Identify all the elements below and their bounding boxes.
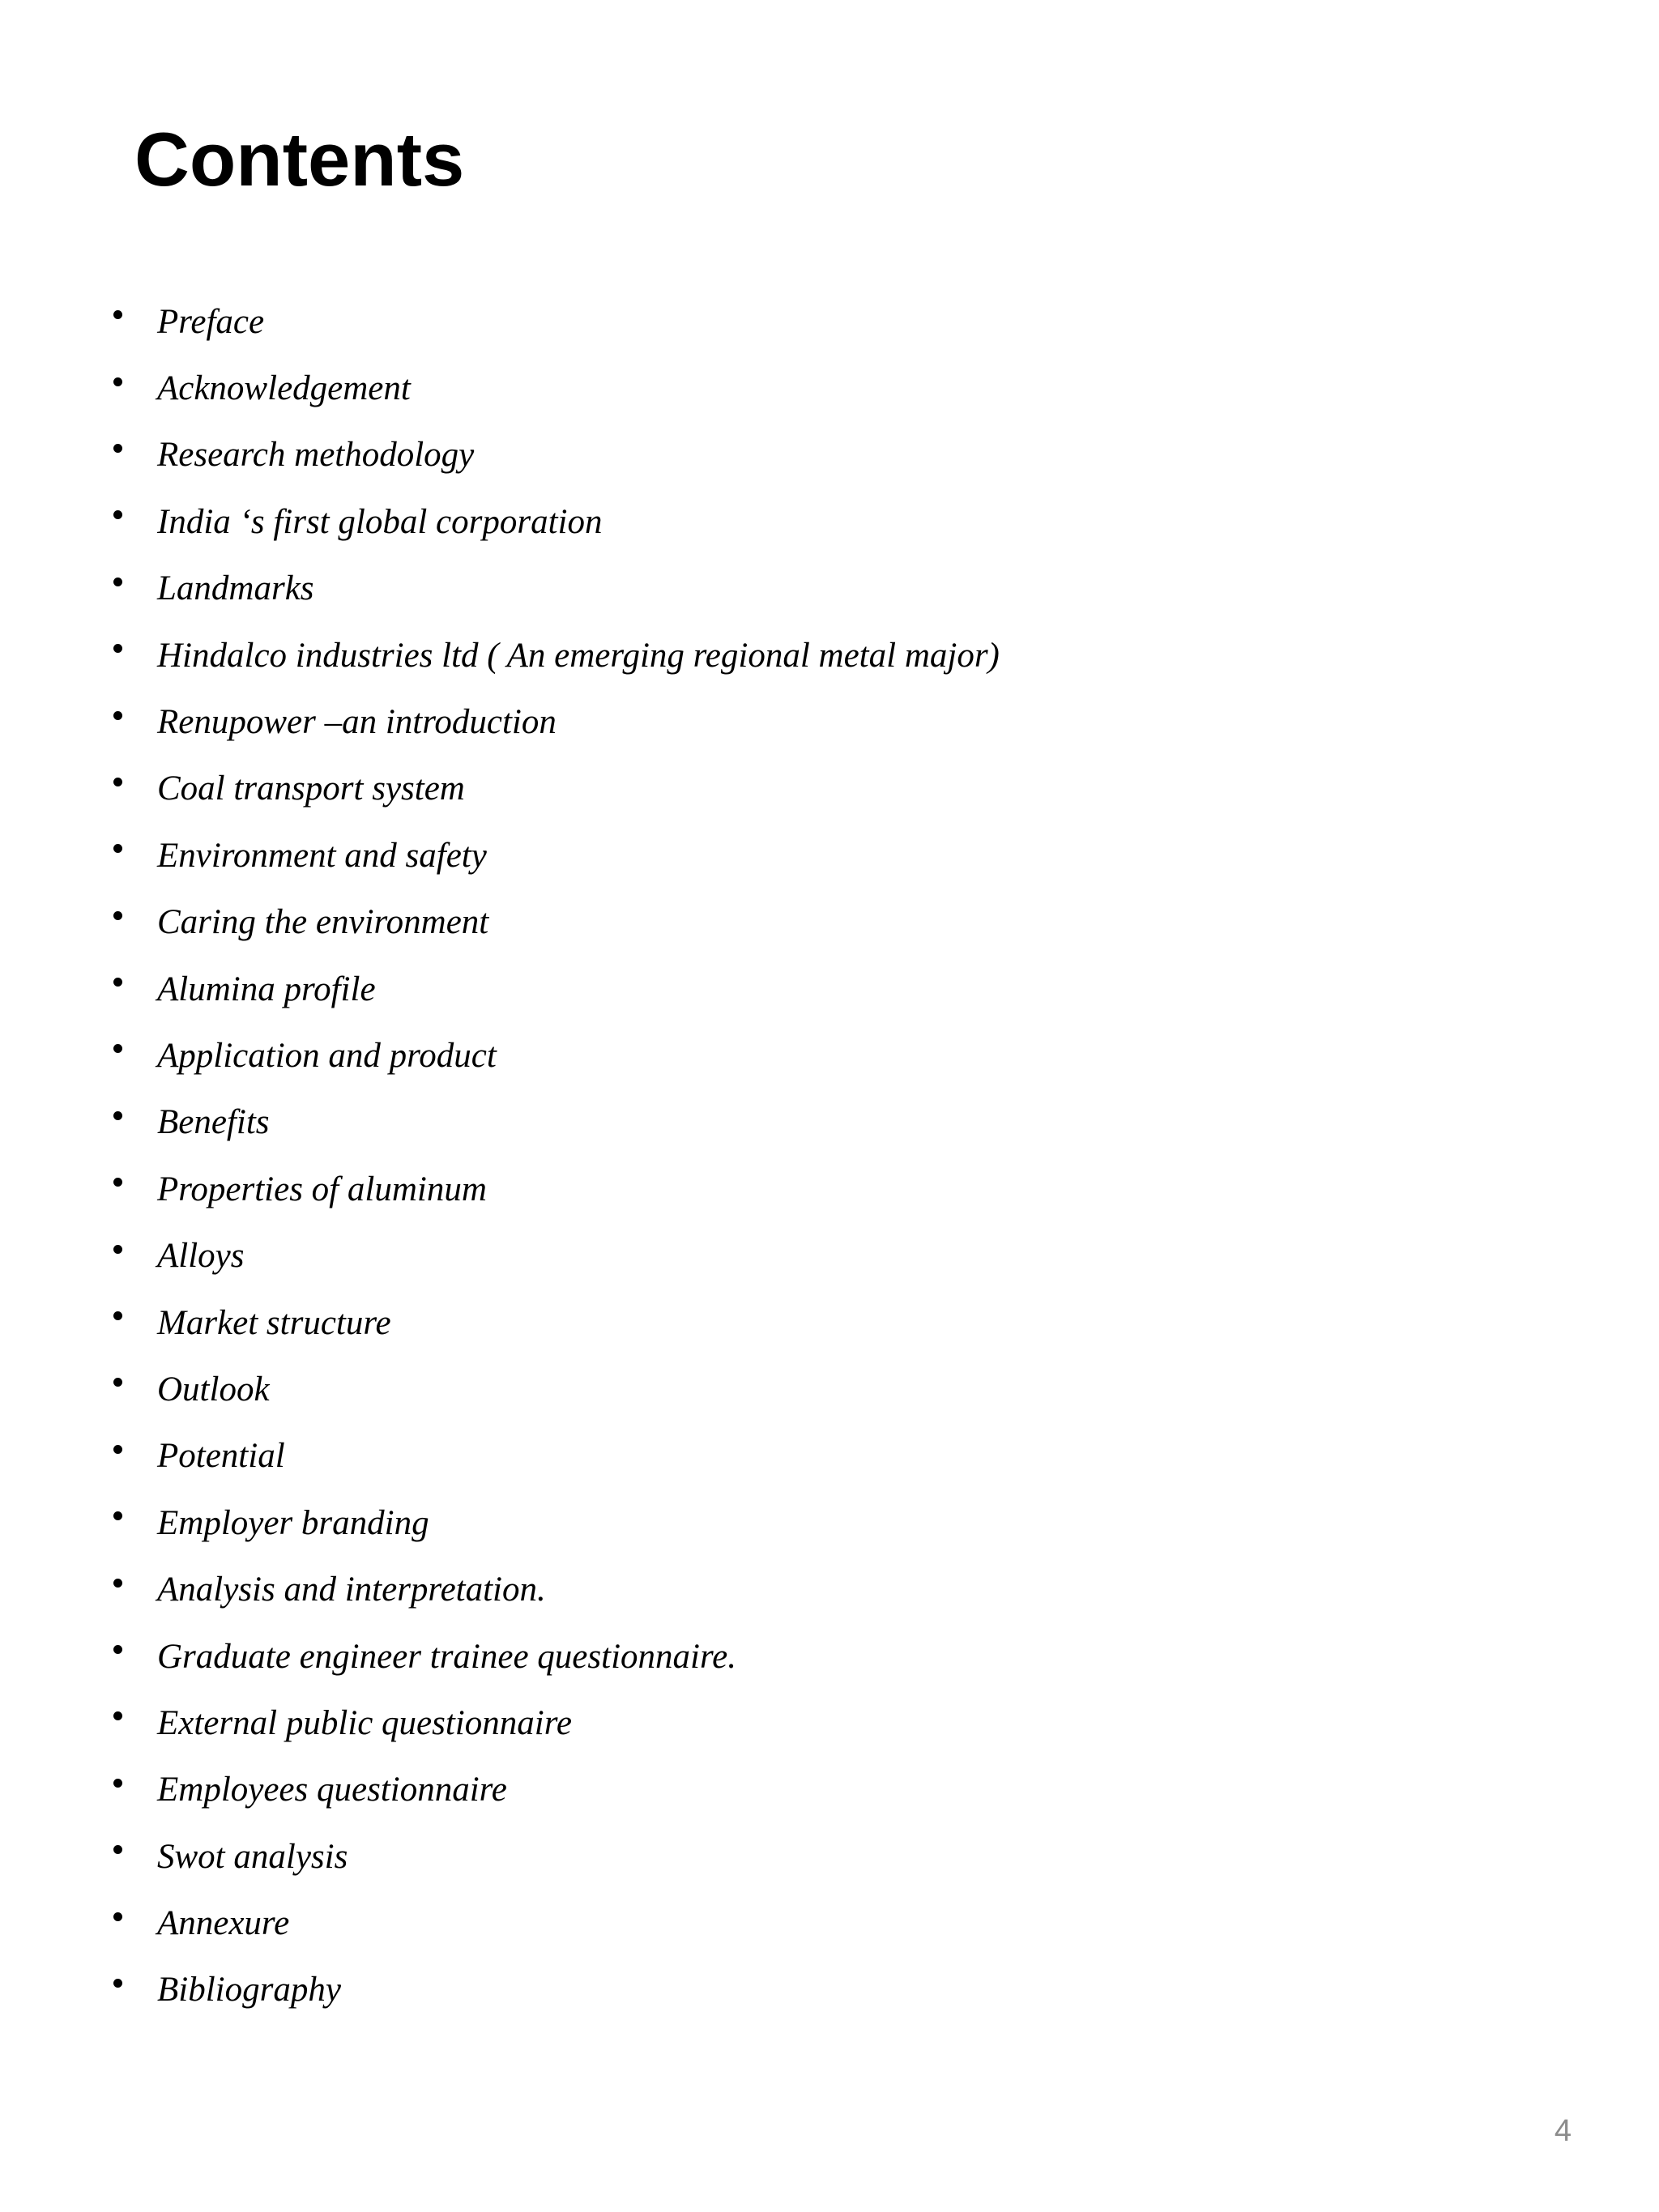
toc-item-label: Research methodology	[157, 436, 475, 475]
bullet-icon	[113, 1711, 122, 1720]
toc-item-label: Bibliography	[157, 1971, 341, 2010]
bullet-icon	[113, 1245, 122, 1254]
toc-item-label: Annexure	[157, 1904, 290, 1943]
toc-item-label: Employees questionnaire	[157, 1771, 507, 1809]
toc-item-label: Caring the environment	[157, 903, 489, 942]
bullet-icon	[113, 1779, 122, 1788]
page-title: Contents	[134, 117, 465, 202]
toc-item-label: Analysis and interpretation.	[157, 1571, 546, 1609]
toc-item-label: Swot analysis	[157, 1837, 348, 1876]
bullet-icon	[113, 1511, 122, 1520]
toc-item-label: Graduate engineer trainee questionnaire.	[157, 1637, 736, 1676]
toc-item-label: Landmarks	[157, 569, 314, 608]
toc-item-label: Acknowledgement	[157, 369, 411, 408]
bullet-icon	[113, 310, 122, 319]
bullet-icon	[113, 1579, 122, 1588]
bullet-icon	[113, 644, 122, 653]
bullet-icon	[113, 978, 122, 987]
toc-item-label: Environment and safety	[157, 836, 487, 875]
toc-item-label: External public questionnaire	[157, 1703, 572, 1742]
bullet-icon	[113, 1044, 122, 1053]
bullet-icon	[113, 578, 122, 586]
bullet-icon	[113, 1378, 122, 1387]
bullet-icon	[113, 1178, 122, 1187]
toc-item-label: Outlook	[157, 1370, 270, 1409]
bullet-icon	[113, 1645, 122, 1654]
toc-item-label: India ‘s first global corporation	[157, 502, 603, 541]
page-number: 4	[1554, 2114, 1572, 2148]
bullet-icon	[113, 377, 122, 386]
bullet-icon	[113, 844, 122, 853]
bullet-icon	[113, 1845, 122, 1854]
toc-item-label: Alloys	[157, 1237, 245, 1276]
bullet-icon	[113, 711, 122, 720]
bullet-icon	[113, 1311, 122, 1320]
toc-item-label: Properties of aluminum	[157, 1170, 487, 1208]
bullet-icon	[113, 911, 122, 920]
bullet-icon	[113, 1445, 122, 1454]
bullet-icon	[113, 1912, 122, 1921]
bullet-icon	[113, 444, 122, 453]
toc-item-label: Coal transport system	[157, 769, 465, 808]
bullet-icon	[113, 1979, 122, 1988]
toc-item-label: Renupower –an introduction	[157, 703, 557, 742]
bullet-icon	[113, 778, 122, 786]
toc-item-label: Hindalco industries ltd ( An emerging regional metal major)	[157, 636, 1000, 675]
toc-item-label: Benefits	[157, 1103, 270, 1142]
bullet-icon	[113, 1111, 122, 1120]
toc-item-label: Preface	[157, 302, 265, 341]
toc-item-label: Application and product	[157, 1036, 497, 1075]
toc-item-label: Employer branding	[157, 1503, 429, 1542]
toc-item-label: Alumina profile	[157, 970, 376, 1008]
toc-item-label: Market structure	[157, 1303, 391, 1342]
bullet-icon	[113, 510, 122, 519]
toc-item-label: Potential	[157, 1437, 285, 1476]
